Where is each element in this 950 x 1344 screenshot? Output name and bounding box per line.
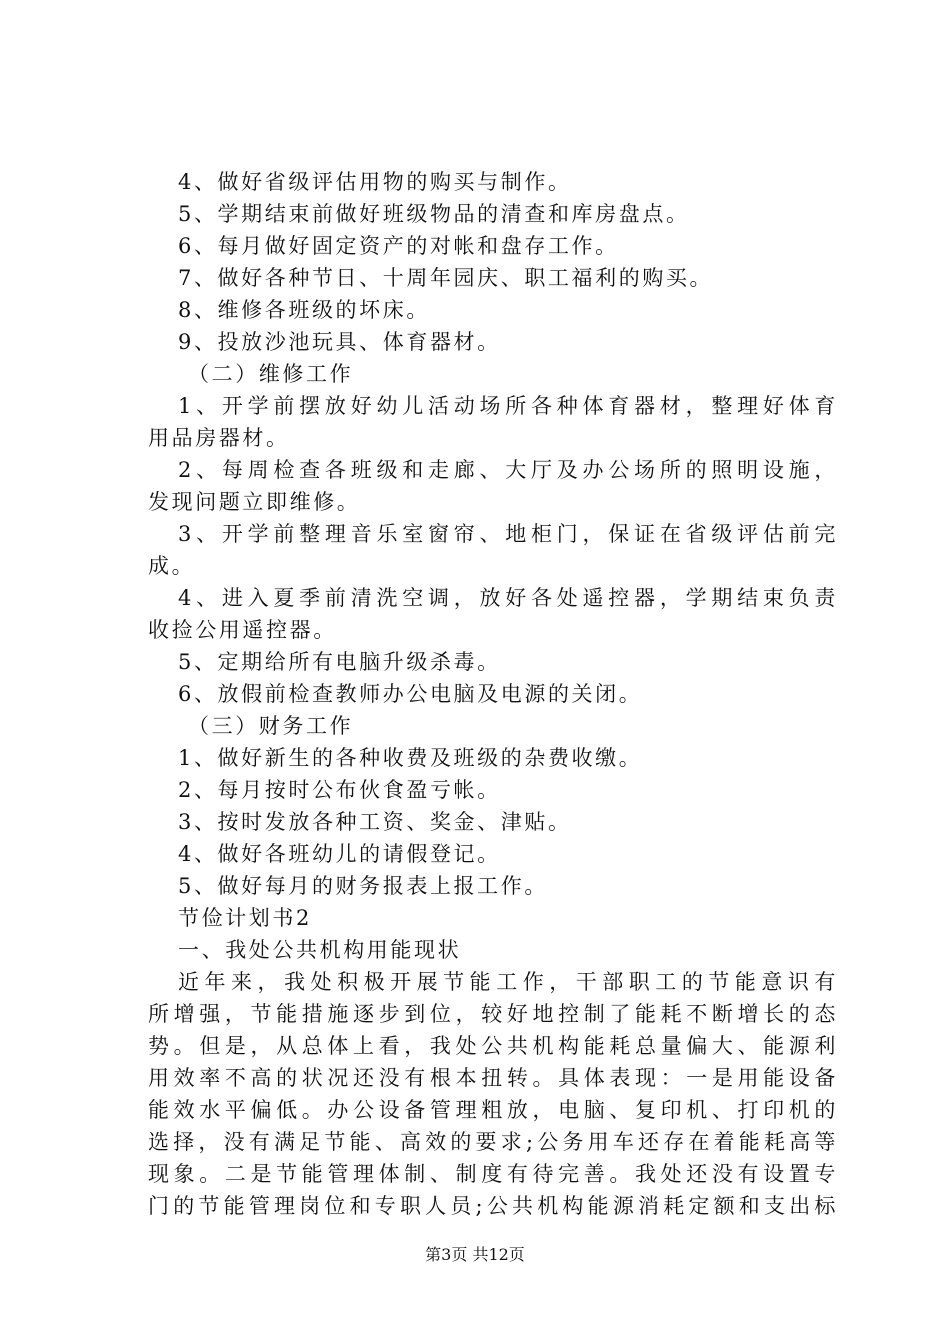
list-item: 9、投放沙池玩具、体育器材。 [178,330,501,354]
paragraph-line: 用效率不高的状况还没有根本扭转。具体表现：一是用能设备 [148,1066,838,1090]
paragraph-line: 近年来，我处积极开展节能工作，干部职工的节能意识有 [178,970,838,994]
paragraph-line: 势。但是，从总体上看，我处公共机构能耗总量偏大、能源利 [148,1034,838,1058]
paragraph-line: 3、开学前整理音乐室窗帘、地柜门，保证在省级评估前完 [178,522,838,546]
section-heading: 一、我处公共机构用能现状 [178,938,462,962]
list-item: 3、按时发放各种工资、奖金、津贴。 [178,810,572,834]
list-item: 2、每月按时公布伙食盈亏帐。 [178,778,501,802]
list-item: 4、做好各班幼儿的请假登记。 [178,842,501,866]
paragraph-line: 4、进入夏季前清洗空调，放好各处遥控器，学期结束负责 [178,586,838,610]
list-item: 8、维修各班级的坏床。 [178,298,430,322]
paragraph-line: 2、每周检查各班级和走廊、大厅及办公场所的照明设施， [178,458,838,482]
list-item: 6、放假前检查教师办公电脑及电源的关闭。 [178,682,643,706]
document-subtitle: 节俭计划书2 [178,906,312,930]
paragraph-line: 成。 [148,554,196,578]
paragraph-line: 1、开学前摆放好幼儿活动场所各种体育器材，整理好体育 [178,394,838,418]
paragraph-line: 现象。二是节能管理体制、制度有待完善。我处还没有设置专 [148,1162,838,1186]
list-item: 5、做好每月的财务报表上报工作。 [178,874,548,898]
paragraph-line: 能效水平偏低。办公设备管理粗放，电脑、复印机、打印机的 [148,1098,838,1122]
list-item: 5、学期结束前做好班级物品的清查和库房盘点。 [178,202,690,226]
list-item: 1、做好新生的各种收费及班级的杂费收缴。 [178,746,643,770]
list-item: 5、定期给所有电脑升级杀毒。 [178,650,501,674]
section-heading: （三）财务工作 [188,714,354,738]
paragraph-line: 用品房器材。 [148,426,290,450]
section-heading: （二）维修工作 [188,362,354,386]
paragraph-line: 所增强，节能措施逐步到位，较好地控制了能耗不断增长的态 [148,1002,838,1026]
list-item: 4、做好省级评估用物的购买与制作。 [178,170,572,194]
list-item: 7、做好各种节日、十周年园庆、职工福利的购买。 [178,266,714,290]
document-body [148,166,838,1222]
list-item: 6、每月做好固定资产的对帐和盘存工作。 [178,234,619,258]
paragraph-line: 门的节能管理岗位和专职人员;公共机构能源消耗定额和支出标 [148,1194,838,1218]
page-number-footer: 第3页 共12页 [425,1245,525,1264]
paragraph-line: 收捡公用遥控器。 [148,618,337,642]
paragraph-line: 选择，没有满足节能、高效的要求;公务用车还存在着能耗高等 [148,1130,838,1154]
paragraph-line: 发现问题立即维修。 [148,490,361,514]
